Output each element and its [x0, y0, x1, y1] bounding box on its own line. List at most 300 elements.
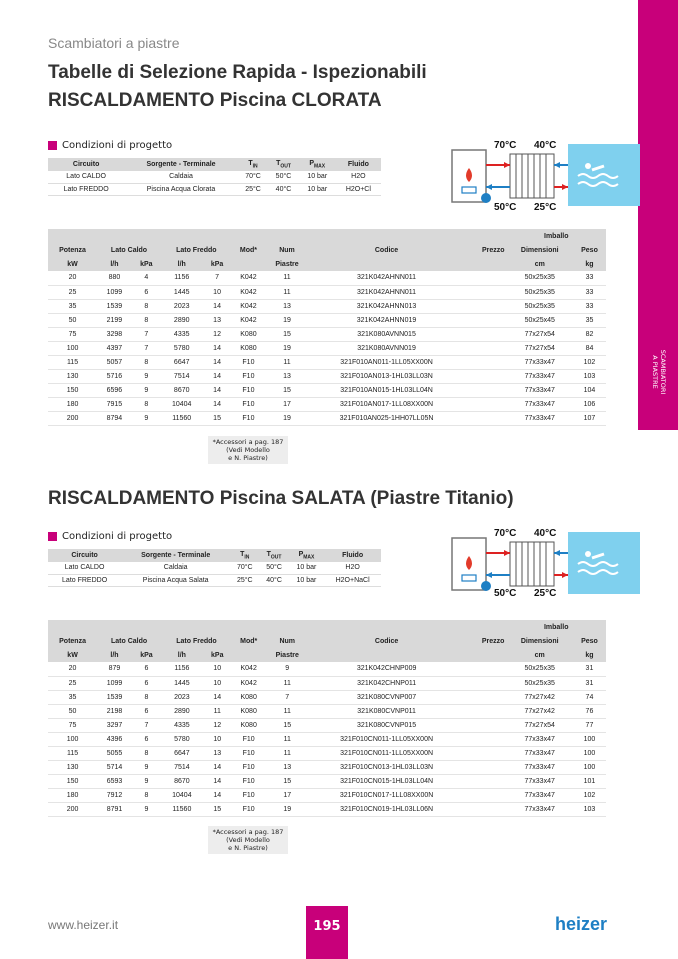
table-cell: 9 [132, 802, 161, 816]
temp-hot-out: 40°C [534, 528, 557, 539]
table-cell: 77x27x42 [506, 690, 572, 704]
table-cell: 321F010AN011-1LL05XX00N [309, 355, 465, 369]
table-row [48, 285, 606, 299]
table-cell: K080 [232, 718, 266, 732]
table-cell: 106 [573, 397, 606, 411]
col-lato-freddo: Lato Freddo [161, 243, 232, 257]
table-cell: 40°C [268, 183, 298, 195]
table-cell: 10 [202, 285, 231, 299]
table-row [48, 662, 606, 676]
table-cell: 77x33x47 [506, 732, 572, 746]
table-cell: 321F010CN019-1HL03LL06N [309, 802, 464, 816]
temp-cold-in: 50°C [494, 202, 517, 213]
table-cell: 879 [97, 662, 132, 676]
conditions-title-text: Condizioni di progetto [62, 140, 173, 151]
col-dimensioni: Dimensioni [507, 243, 573, 257]
table-cell: 180 [48, 788, 97, 802]
table-cell: 10 [203, 676, 232, 690]
heat-exchanger-diagram-2 [450, 528, 650, 600]
table-cell [464, 285, 506, 299]
table-cell: 180 [48, 397, 97, 411]
table-cell: 11 [265, 732, 309, 746]
table-cell [464, 341, 506, 355]
table-cell: 20 [48, 271, 97, 285]
table-row [48, 383, 606, 397]
table-cell: 150 [48, 774, 97, 788]
table-cell [464, 690, 506, 704]
table-cell: 9 [132, 411, 161, 425]
conditions-table-1 [48, 158, 381, 196]
table-cell: 6596 [97, 383, 132, 397]
table-row [48, 574, 381, 586]
table-cell: 14 [202, 397, 231, 411]
table-cell: 6593 [97, 774, 132, 788]
table-cell: 50x25x35 [507, 271, 573, 285]
table-cell: 50 [48, 704, 97, 718]
table-cell: 77x33x47 [507, 383, 573, 397]
table-cell: 5716 [97, 369, 132, 383]
col-prezzo: Prezzo [464, 243, 506, 257]
table-cell: 1156 [161, 662, 203, 676]
table-cell: F10 [232, 397, 266, 411]
col-pmax: $P_{MAX}$ [299, 158, 336, 171]
table-cell: 2023 [161, 690, 203, 704]
footer-url[interactable]: www.heizer.it [48, 918, 119, 932]
table-cell: 321K042CHNP011 [309, 676, 464, 690]
table-cell: 11 [265, 271, 309, 285]
table-cell: 6 [132, 704, 161, 718]
col-fluido: Fluido [336, 158, 381, 171]
table-cell: 10404 [161, 397, 203, 411]
table-cell [464, 802, 506, 816]
table-cell: 4397 [97, 341, 132, 355]
table-cell: 9 [265, 662, 309, 676]
table-cell: 50x25x35 [506, 676, 572, 690]
table-row [48, 411, 606, 425]
temp-hot-in: 70°C [494, 140, 517, 151]
table-cell: K042 [232, 271, 266, 285]
table-row [48, 788, 606, 802]
table-cell: F10 [232, 383, 266, 397]
table-cell: 5780 [161, 732, 203, 746]
accessori-note-2: *Accessori a pag. 187 (Vedi Modello e N. Piastre) [208, 826, 288, 854]
table-cell: 14 [202, 299, 231, 313]
table-cell: 8791 [97, 802, 132, 816]
table-cell: 2890 [161, 704, 203, 718]
col-sorgente: Sorgente - Terminale [124, 158, 238, 171]
table-cell: 10404 [161, 788, 203, 802]
table-cell: 25 [48, 676, 97, 690]
table-cell: F10 [232, 788, 266, 802]
table-cell [464, 383, 506, 397]
table-cell: 200 [48, 411, 97, 425]
table-cell: 15 [265, 718, 309, 732]
table-cell: 321K080AVNN015 [309, 327, 465, 341]
table-cell [464, 718, 506, 732]
table-cell: 103 [573, 802, 606, 816]
table-cell: K042 [232, 285, 266, 299]
table-cell: 115 [48, 355, 97, 369]
table-cell: 77x33x47 [507, 411, 573, 425]
table-cell [464, 788, 506, 802]
table-cell: 19 [265, 341, 309, 355]
table-cell: 76 [573, 704, 606, 718]
table-cell: 70°C [230, 562, 259, 574]
table-cell: 50x25x35 [507, 299, 573, 313]
table-cell: 7 [132, 327, 161, 341]
table-cell: 321F010AN025-1HH07LL05N [309, 411, 465, 425]
table-cell: 115 [48, 746, 97, 760]
table-row [48, 732, 606, 746]
table-cell: 5780 [161, 341, 203, 355]
conditions-title-2 [48, 531, 172, 542]
table-cell: 1099 [97, 676, 132, 690]
table-cell: Lato CALDO [48, 562, 121, 574]
table-cell: 35 [48, 690, 97, 704]
conditions-title-text: Condizioni di progetto [62, 531, 173, 542]
table-cell: 77 [573, 718, 606, 732]
table-cell: 4 [132, 271, 161, 285]
table-cell: 77x27x54 [507, 341, 573, 355]
table-cell: 321F010CN011-1LL05XX00N [309, 732, 464, 746]
table-cell [464, 732, 506, 746]
table-cell: 15 [203, 802, 232, 816]
table-cell: 77x33x47 [506, 746, 572, 760]
table-cell: 9 [132, 369, 161, 383]
table-cell: 12 [203, 718, 232, 732]
table-cell: 14 [202, 341, 231, 355]
table-cell: 9 [132, 383, 161, 397]
table-cell: 77x33x47 [506, 788, 572, 802]
table-row [48, 369, 606, 383]
table-cell: 20 [48, 662, 97, 676]
table-cell: 11 [203, 704, 232, 718]
table-cell: 10 bar [289, 574, 325, 586]
temp-cold-out: 25°C [534, 202, 557, 213]
temp-cold-out: 25°C [534, 588, 557, 599]
table-cell: Caldaia [121, 562, 230, 574]
table-row [48, 397, 606, 411]
table-cell: 77x33x47 [507, 397, 573, 411]
table-cell: 11 [265, 355, 309, 369]
table-cell: 321K042AHNN011 [309, 285, 465, 299]
table-cell: 11560 [161, 411, 203, 425]
selection-table-1: Imballo Potenza Lato Caldo Lato Freddo Mod* Num Codice Prezzo Dimensioni Peso kW l/h kPa l/h kPa Piastre cm kg 20 880 4 1156 7 K042 11 321K042AHNN011 50x25x35 33 25 1099 6 1445 10 K042 11 321K042AHNN011 50x25x35 33 35 1539 8 2023 14 K042 13 321K042AHNN013 50x25x35 33 50 2199 8 2890 13 K042 19 321K042AHNN019 50x25x45 35 75 3298 7 4335 12 K080 15 321K080AVNN015 77x27x54 82 100 4397 7 5780 14 K080 19 321K080AVNN019 77x27x54 84 115 5057 8 6647 14 F10 11 321F010AN011-1LL05XX00N 77x33x47 102 130 5716 9 7514 14 F10 13 321F010AN013-1HL03LL03N 77x33x47 103 150 6596 9 8670 14 F10 15 321F010AN015-1HL03LL04N 77x33x47 104 180 7915 8 10404 14 F10 17 321F010AN017-1LL08XX00N 77x33x47 106 200 8794 9 11560 15 F10 19 321F010AN025-1HH07LL05N 77x33x47 107 [48, 229, 606, 426]
category-label: Scambiatori a piastre [48, 35, 180, 51]
table-cell: K042 [232, 313, 266, 327]
temp-hot-in: 70°C [494, 528, 517, 539]
table-cell: Lato CALDO [48, 171, 124, 183]
table-cell: K042 [232, 662, 266, 676]
table-cell: 19 [265, 313, 309, 327]
table-row [48, 271, 606, 285]
table-row [48, 562, 381, 574]
table-cell: 321K080AVNN019 [309, 341, 465, 355]
heat-exchanger-diagram-1 [450, 140, 650, 212]
table-cell: 13 [265, 369, 309, 383]
table-cell: 1539 [97, 690, 132, 704]
table-cell: 15 [265, 383, 309, 397]
bullet-square-icon [48, 141, 57, 150]
table-cell: 50°C [268, 171, 298, 183]
table-cell: 13 [265, 299, 309, 313]
table-cell: 84 [573, 341, 606, 355]
table-row [48, 774, 606, 788]
table-cell: 75 [48, 327, 97, 341]
table-cell: 102 [573, 355, 606, 369]
brand-logo: heizer [555, 914, 608, 934]
table-cell: 25°C [238, 183, 268, 195]
table-cell: 15 [202, 411, 231, 425]
col-mod: Mod* [232, 243, 266, 257]
table-cell: 7514 [161, 760, 203, 774]
table-cell: 5714 [97, 760, 132, 774]
table-cell: 4335 [161, 327, 203, 341]
conditions-title-1 [48, 140, 172, 151]
table-cell: 14 [202, 355, 231, 369]
table-cell: 10 bar [289, 562, 325, 574]
table-row [48, 183, 381, 195]
table-cell: 33 [573, 285, 606, 299]
table-cell: 103 [573, 369, 606, 383]
table-cell: 8670 [161, 774, 203, 788]
table-cell: 12 [202, 327, 231, 341]
table-cell: 35 [573, 313, 606, 327]
table-row [48, 171, 381, 183]
table-cell: 7 [132, 718, 161, 732]
table-cell: K080 [232, 690, 266, 704]
table-cell: 25 [48, 285, 97, 299]
table-cell: 14 [203, 774, 232, 788]
table-cell: 10 [203, 732, 232, 746]
table-cell: 321K042AHNN013 [309, 299, 465, 313]
table-cell: 10 bar [299, 171, 336, 183]
table-cell: 2198 [97, 704, 132, 718]
table-cell: 6647 [161, 746, 203, 760]
table-cell: 321F010CN015-1HL03LL04N [309, 774, 464, 788]
table-cell [464, 704, 506, 718]
table-cell: 9 [132, 774, 161, 788]
col-circuito: Circuito [48, 158, 124, 171]
table-cell: 75 [48, 718, 97, 732]
accessori-note-1: *Accessori a pag. 187 (Vedi Modello e N. Piastre) [208, 436, 288, 464]
table-cell: 77x33x47 [506, 760, 572, 774]
table-cell: 1445 [161, 676, 203, 690]
table-row [48, 802, 606, 816]
table-cell: 31 [573, 676, 606, 690]
table-cell: 31 [573, 662, 606, 676]
table-row [48, 718, 606, 732]
table-row [48, 299, 606, 313]
temp-hot-out: 40°C [534, 140, 557, 151]
table-cell: 1099 [97, 285, 132, 299]
table-cell: 6 [132, 662, 161, 676]
table-cell: 7912 [97, 788, 132, 802]
table-cell: 100 [48, 732, 97, 746]
table-row [48, 676, 606, 690]
bullet-square-icon [48, 532, 57, 541]
table-cell: K080 [232, 341, 266, 355]
table-cell: 7 [132, 341, 161, 355]
table-cell: 321F010CN013-1HL03LL03N [309, 760, 464, 774]
conditions-table-2: Circuito Sorgente - Terminale $T_{IN}$ $T_{OUT}$ $P_{MAX}$ Fluido Lato CALDO Caldaia 70°C 50°C 10 bar H2O Lato FREDDO Piscina Acqua Salata 25°C 40°C 10 bar H2O+NaCl [48, 549, 381, 587]
table-cell: Lato FREDDO [48, 574, 121, 586]
table-cell: 100 [573, 760, 606, 774]
table-cell [464, 299, 506, 313]
table-cell: 6647 [161, 355, 203, 369]
table-cell: 8 [132, 355, 161, 369]
table-cell: 321K042AHNN019 [309, 313, 465, 327]
table-cell: 321K080CVNP011 [309, 704, 464, 718]
table-row [48, 341, 606, 355]
selection-table-2: Imballo Potenza Lato Caldo Lato Freddo Mod* Num Codice Prezzo Dimensioni Peso kW l/h kPa l/h kPa Piastre cm kg 20 879 6 1156 10 K042 9 321K042CHNP009 50x25x35 31 25 1099 6 1445 10 K042 11 321K042CHNP011 50x25x35 31 35 1539 8 2023 14 K080 7 321K080CVNP007 77x27x42 74 50 2198 6 2890 11 K080 11 321K080CVNP011 77x27x42 76 75 3297 7 4335 12 K080 15 321K080CVNP015 77x27x54 77 100 4396 6 5780 10 F10 11 321F010CN011-1LL05XX00N 77x33x47 100 115 5055 8 6647 13 F10 11 321F010CN011-1LL05XX00N 77x33x47 100 130 5714 9 7514 14 F10 13 321F010CN013-1HL03LL03N 77x33x47 100 150 6593 9 8670 14 F10 15 321F010CN015-1HL03LL04N 77x33x47 101 180 7912 8 10404 14 F10 17 321F010CN017-1LL08XX00N 77x33x47 102 200 8791 9 11560 15 F10 19 321F010CN019-1HL03LL06N 77x33x47 103 [48, 620, 606, 817]
table-cell: 77x33x47 [506, 802, 572, 816]
table-cell: 14 [203, 760, 232, 774]
table-cell: 130 [48, 369, 97, 383]
col-peso: Peso [573, 243, 606, 257]
table-cell: 321F010AN015-1HL03LL04N [309, 383, 465, 397]
table-cell: 77x33x47 [507, 369, 573, 383]
table-cell: 100 [573, 732, 606, 746]
table-cell: 10 [203, 662, 232, 676]
table-cell: 321F010AN013-1HL03LL03N [309, 369, 465, 383]
table-cell: Piscina Acqua Clorata [124, 183, 238, 195]
table-cell: 14 [203, 690, 232, 704]
table-cell: 13 [265, 760, 309, 774]
table-cell: 33 [573, 271, 606, 285]
table-cell: F10 [232, 732, 266, 746]
table-cell: 6 [132, 676, 161, 690]
table-cell: 15 [265, 327, 309, 341]
col-codice: Codice [309, 243, 465, 257]
table-cell: F10 [232, 760, 266, 774]
section2-title: RISCALDAMENTO Piscina SALATA (Piastre Titanio) [48, 488, 514, 509]
table-cell: 70°C [238, 171, 268, 183]
table-cell: 1445 [161, 285, 203, 299]
table-cell [464, 411, 506, 425]
table-cell [464, 662, 506, 676]
table-cell: Lato FREDDO [48, 183, 124, 195]
table-cell [464, 774, 506, 788]
table-row [48, 704, 606, 718]
table-cell: 5055 [97, 746, 132, 760]
table-cell: F10 [232, 802, 266, 816]
table-cell: 11 [265, 704, 309, 718]
table-cell: 11 [265, 746, 309, 760]
table-cell: 17 [265, 788, 309, 802]
table-cell: 1539 [97, 299, 132, 313]
table-cell: 8 [132, 746, 161, 760]
table-cell: 3297 [97, 718, 132, 732]
table-cell: 5057 [97, 355, 132, 369]
table-cell: F10 [232, 355, 266, 369]
table-cell: 7514 [161, 369, 203, 383]
table-cell: 77x27x42 [506, 704, 572, 718]
table-cell: 321F010AN017-1LL08XX00N [309, 397, 465, 411]
table-cell: 77x33x47 [507, 355, 573, 369]
table-cell: 3298 [97, 327, 132, 341]
table-cell: 8670 [161, 383, 203, 397]
table-cell: 7915 [97, 397, 132, 411]
table-cell: 4335 [161, 718, 203, 732]
table-cell: 7 [202, 271, 231, 285]
table-cell: 50x25x35 [506, 662, 572, 676]
col-tout: $T_{OUT}$ [268, 158, 298, 171]
table-cell: 33 [573, 299, 606, 313]
section1-title: RISCALDAMENTO Piscina CLORATA [48, 90, 382, 111]
table-cell: 321K042AHNN011 [309, 271, 465, 285]
table-cell: 74 [573, 690, 606, 704]
table-cell [464, 313, 506, 327]
temp-cold-in: 50°C [494, 588, 517, 599]
table-cell [464, 327, 506, 341]
table-cell: 6 [132, 732, 161, 746]
table-cell: Piscina Acqua Salata [121, 574, 230, 586]
table-cell [464, 369, 506, 383]
table-row [48, 760, 606, 774]
page-number: 195 [306, 906, 348, 959]
table-cell: 8 [132, 397, 161, 411]
table-cell: 321K080CVNP015 [309, 718, 464, 732]
table-cell: 50x25x45 [507, 313, 573, 327]
table-cell: 13 [203, 746, 232, 760]
table-cell [464, 746, 506, 760]
table-cell: 14 [203, 788, 232, 802]
table-cell: K042 [232, 676, 266, 690]
table-cell: 9 [132, 760, 161, 774]
table-cell: F10 [232, 411, 266, 425]
table-cell: 35 [48, 299, 97, 313]
table-cell: 100 [573, 746, 606, 760]
table-cell: 19 [265, 411, 309, 425]
table-cell: 11560 [161, 802, 203, 816]
table-cell: 101 [573, 774, 606, 788]
col-tin: $T_{IN}$ [238, 158, 268, 171]
table-cell: 2023 [161, 299, 203, 313]
table-cell: 6 [132, 285, 161, 299]
table-cell: 2199 [97, 313, 132, 327]
col-lato-caldo: Lato Caldo [97, 243, 161, 257]
table-cell: 50 [48, 313, 97, 327]
table-cell: 50x25x35 [507, 285, 573, 299]
table-cell: 11 [265, 676, 309, 690]
table-cell: 50°C [259, 562, 288, 574]
table-cell: Caldaia [124, 171, 238, 183]
table-cell: 880 [97, 271, 132, 285]
table-cell: 1156 [161, 271, 203, 285]
table-cell: K080 [232, 704, 266, 718]
table-cell: H2O+Cl [336, 183, 381, 195]
side-tab-label: SCAMBIATORI A PIASTRE [651, 349, 667, 395]
page-title: Tabelle di Selezione Rapida - Ispezionabili [48, 62, 427, 83]
table-cell: 2890 [161, 313, 203, 327]
table-cell: 13 [202, 313, 231, 327]
table-cell: F10 [232, 746, 266, 760]
table-cell: 321F010CN011-1LL05XX00N [309, 746, 464, 760]
table-cell: 102 [573, 788, 606, 802]
table-cell: 321K042CHNP009 [309, 662, 464, 676]
table-cell: 10 bar [299, 183, 336, 195]
col-num: Num [265, 243, 309, 257]
table-cell: H2O+NaCl [324, 574, 381, 586]
table-cell: 100 [48, 341, 97, 355]
table-cell: 8 [132, 690, 161, 704]
table-cell: 15 [265, 774, 309, 788]
table-row [48, 327, 606, 341]
table-row [48, 313, 606, 327]
table-cell [464, 676, 506, 690]
table-cell: 77x27x54 [506, 718, 572, 732]
